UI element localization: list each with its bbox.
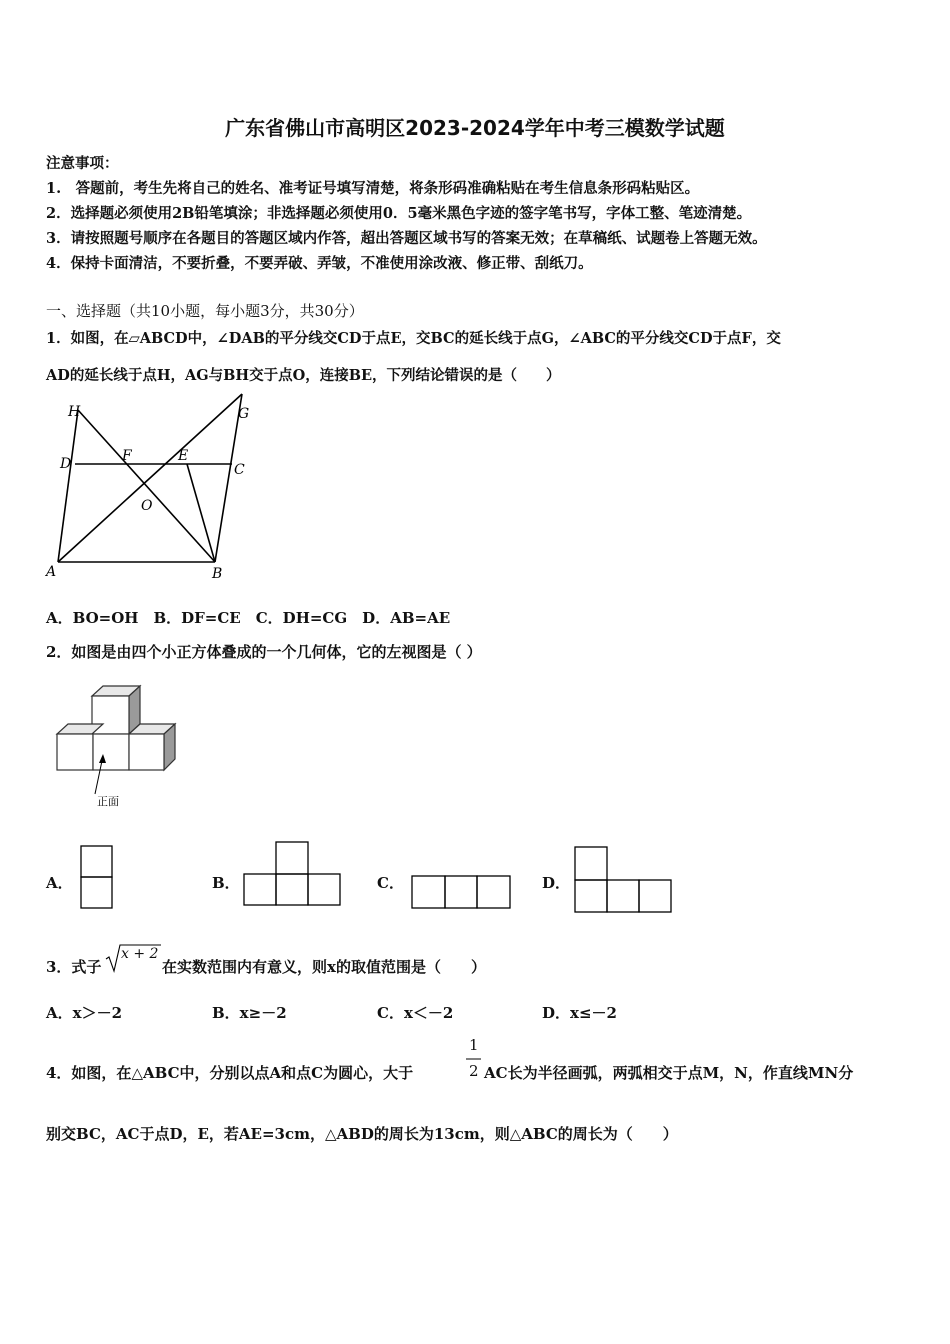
q2-cubes-figure: [50, 684, 185, 814]
q4-frac-denominator: 2: [469, 1062, 479, 1080]
q2-option-c-figure: [411, 875, 513, 911]
q3-radicand: x + 2: [121, 946, 159, 962]
notice-item-4: 4．保持卡面清洁，不要折叠，不要弄破、弄皱，不准使用涂改液、修正带、刮纸刀。: [46, 255, 593, 272]
notice-item-1: 1. 答题前，考生先将自己的姓名、准考证号填写清楚，将条形码准确粘贴在考生信息条形码粘贴区。: [46, 180, 700, 197]
q3-option-c: C．x＜－2: [377, 1004, 454, 1022]
label-h: H: [68, 404, 81, 420]
q3-option-b: B．x≥－2: [212, 1004, 287, 1022]
notice-item-2: 2．选择题必须使用2B铅笔填涂；非选择题必须使用0．5毫米黑色字迹的签字笔书写，字体工整、笔迹清楚。: [46, 205, 752, 222]
q3-option-a: A．x＞－2: [46, 1004, 123, 1022]
q1-stem-line1: 1．如图，在▱ABCD中，∠DAB的平分线交CD于点E，交BC的延长线于点G，∠ABC的平分线交CD于点F，交: [46, 330, 781, 347]
q2-option-a-figure: [80, 845, 114, 910]
q4-line2: 别交BC，AC于点D，E，若AE=3cm，△ABD的周长为13cm，则△ABC的周长为（ ）: [46, 1125, 678, 1143]
q2-option-d-label: D．: [542, 874, 571, 892]
q4-frac-numerator: 1: [469, 1036, 479, 1054]
label-c: C: [234, 462, 245, 478]
label-g: G: [238, 406, 250, 422]
q2-option-a-label: A．: [46, 874, 73, 892]
q4-part1: 4．如图，在△ABC中，分别以点A和点C为圆心，大于: [46, 1064, 414, 1082]
q2-option-c-label: C．: [377, 874, 404, 892]
q1-parallelogram-figure: [40, 400, 270, 585]
q3-option-d: D．x≤－2: [542, 1004, 617, 1022]
q1-options: A．BO=OH B．DF=CE C．DH=CG D．AB=AE: [46, 609, 451, 627]
line-hb: [78, 410, 215, 562]
q1-stem-line2: AD的延长线于点H，AG与BH交于点O，连接BE，下列结论错误的是（ ）: [46, 367, 561, 384]
label-e: E: [178, 448, 189, 464]
q2-option-b-label: B．: [212, 874, 240, 892]
section-heading: 一、选择题（共10小题，每小题3分，共30分）: [46, 302, 364, 320]
label-f: F: [122, 448, 132, 464]
label-a: A: [46, 564, 57, 580]
label-o: O: [141, 498, 153, 514]
q2-option-d-figure: [574, 846, 674, 914]
notice-heading: 注意事项：: [46, 155, 119, 172]
q3-suffix: 在实数范围内有意义，则x的取值范围是（ ）: [162, 958, 486, 976]
line-ah: [58, 410, 78, 562]
label-d: D: [60, 456, 72, 472]
page-title: 广东省佛山市高明区2023-2024学年中考三模数学试题: [225, 116, 725, 140]
notice-item-3: 3．请按照题号顺序在各题目的答题区域内作答，超出答题区域书写的答案无效；在草稿纸、试题卷上答题无效。: [46, 230, 767, 247]
q4-part2: AC长为半径画弧，两弧相交于点M，N，作直线MN分: [484, 1064, 854, 1082]
front-label: 正面: [97, 795, 119, 808]
q4-frac-bar: [466, 1058, 482, 1061]
label-b: B: [212, 566, 223, 582]
q2-stem: 2．如图是由四个小正方体叠成的一个几何体，它的左视图是（ ）: [46, 643, 482, 661]
q3-prefix: 3．式子: [46, 958, 102, 976]
q2-option-b-figure: [243, 841, 343, 907]
